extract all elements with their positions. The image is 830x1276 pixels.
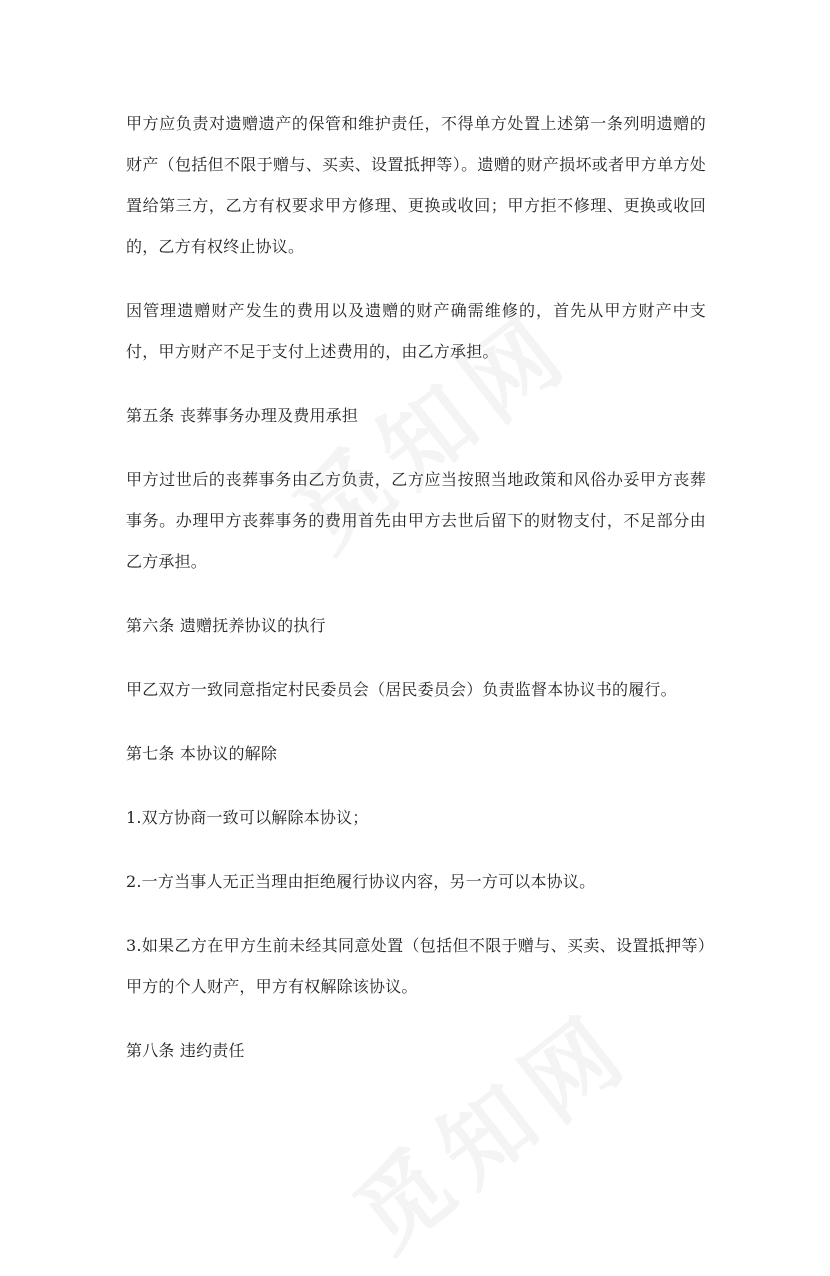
paragraph-maintenance-costs: 因管理遗赠财产发生的费用以及遗赠的财产确需维修的，首先从甲方财产中支付，甲方财产不足于支付上述费用的，由乙方承担。 <box>126 301 706 361</box>
article-5-heading: 第五条 丧葬事务办理及费用承担 <box>126 406 359 425</box>
article-7-heading: 第七条 本协议的解除 <box>126 744 278 763</box>
termination-item-2: 2.一方当事人无正当理由拒绝履行协议内容，另一方可以本协议。 <box>126 872 596 891</box>
paragraph-funeral-affairs: 甲方过世后的丧葬事务由乙方负责，乙方应当按照当地政策和风俗办妥甲方丧葬事务。办理甲方丧葬事务的费用首先由甲方去世后留下的财物支付，不足部分由乙方承担。 <box>126 470 706 571</box>
document-body <box>126 103 706 1071</box>
article-6-heading: 第六条 遗赠抚养协议的执行 <box>126 616 326 635</box>
termination-item-3: 3.如果乙方在甲方生前未经其同意处置（包括但不限于赠与、买卖、设置抵押等）甲方的个人财产，甲方有权解除该协议。 <box>126 936 706 996</box>
termination-item-1: 1.双方协商一致可以解除本协议； <box>126 808 369 827</box>
paragraph-supervision: 甲乙双方一致同意指定村民委员会（居民委员会）负责监督本协议书的履行。 <box>126 680 677 699</box>
paragraph-custody-responsibility: 甲方应负责对遗赠遗产的保管和维护责任，不得单方处置上述第一条列明遗赠的财产（包括但不限于赠与、买卖、设置抵押等）。遗赠的财产损坏或者甲方单方处置给第三方，乙方有权要求甲方修理、更换或收回；甲方拒不修理、更换或收回的，乙方有权终止协议。 <box>126 114 706 256</box>
article-8-heading: 第八条 违约责任 <box>126 1041 245 1060</box>
